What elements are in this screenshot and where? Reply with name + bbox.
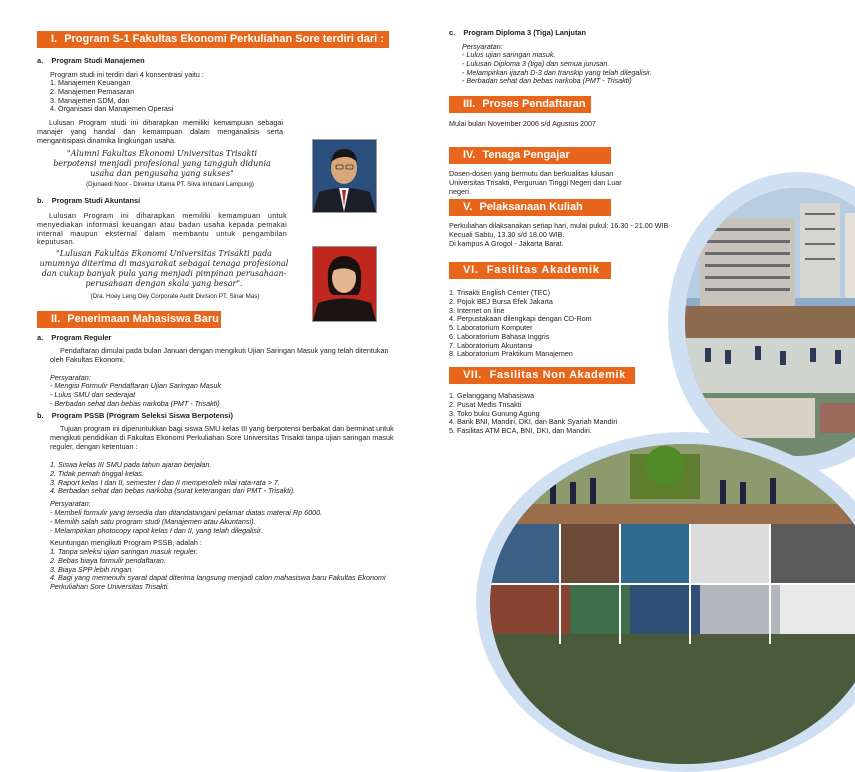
portrait-man-image bbox=[313, 140, 376, 212]
list-item: 5. Laboratorium Komputer bbox=[449, 323, 533, 333]
list-item: 6. Laboratorium Bahasa Inggris bbox=[449, 331, 550, 341]
diploma-requirements-title: Persyaratan: bbox=[462, 42, 503, 51]
portrait-photo-woman bbox=[312, 246, 377, 322]
manajemen-paragraph: Lulusan Program studi ini diharapkan memiliki kemampuan sebagai manajer yang handal dan kemampuan dalam menganalisis serta mengantisipasi dinamika lingkungan usaha. bbox=[37, 118, 283, 145]
testimonial-quote-1: "Alumni Fakultas Ekonomi Universitas Trisakti berpotensi menjadi profesional yang tangguh didunia usaha dan pengusaha yang sukses" bbox=[53, 149, 271, 178]
list-item: 2. Bebas biaya formulir pendaftaran. bbox=[50, 555, 166, 565]
non-academic-facilities-list bbox=[449, 392, 617, 436]
list-item: 4. Bank BNI, Mandiri, DKI, dan Bank Syariah Mandiri bbox=[449, 417, 618, 427]
section-6-header: VI. Fasilitas Akademik bbox=[449, 262, 611, 279]
campus-collage-image bbox=[490, 444, 855, 764]
subsection-a-title: a. Program Studi Manajemen bbox=[37, 56, 145, 65]
list-item: Di kampus A Grogol - Jakarta Barat. bbox=[449, 238, 564, 248]
list-item: 4. Organisasi dan Manajemen Operasi bbox=[50, 104, 174, 114]
list-item: 2. Pusat Medis Trisakti bbox=[449, 399, 522, 409]
section-1-header: I. Program S-1 Fakultas Ekonomi Perkuliahan Sore terdiri dari : bbox=[37, 31, 389, 48]
section-3-header: III. Proses Pendaftaran bbox=[449, 96, 591, 113]
section-4-header: IV. Tenaga Pengajar bbox=[449, 147, 611, 164]
pssb-requirements-list bbox=[50, 509, 322, 535]
list-item: 1. Tanpa seleksi ujian saringan masuk reguler. bbox=[50, 547, 198, 556]
konsentrasi-list bbox=[50, 79, 173, 114]
reguler-paragraph: Pendaftaran dimulai pada bulan Januari dengan mengikuti Ujian Saringan Masuk yang telah ditentukan oleh Fakultas Ekonomi. bbox=[50, 346, 389, 364]
list-item: - Lulus ujian saringan masuk. bbox=[462, 50, 556, 59]
lecturers-text: Dosen-dosen yang bermutu dan berkualitas lulusan Universitas Trisakti, Perguruan Tinggi Negeri dan Luar negeri. bbox=[449, 169, 622, 196]
campus-activities-collage bbox=[490, 444, 855, 764]
list-item: 3. Biaya SPP lebih ringan. bbox=[50, 564, 134, 574]
list-item: 3. Toko buku Gunung Agung bbox=[449, 408, 540, 418]
list-item: 4. Perpustakaan dilengkapi dengan CD-Rom bbox=[449, 314, 592, 324]
list-item: - Lulusan Diploma 3 (tiga) dan semua jurusan. bbox=[462, 58, 610, 68]
list-item: 1. Manajemen Keuangan bbox=[50, 78, 131, 87]
program-pssb-title: b. Program PSSB (Program Seleksi Siswa Berpotensi) bbox=[37, 411, 233, 420]
diploma-requirements-list bbox=[462, 51, 652, 86]
pssb-benefits-title: Keuntungan mengikuti Program PSSB, adalah : bbox=[50, 538, 202, 547]
list-item: 8. Laboratorium Praktikum Manajemen bbox=[449, 349, 573, 359]
list-item: 2. Pojok BEJ Bursa Efek Jakarta bbox=[449, 296, 553, 306]
list-item: - Melampirkan photocopy rapot kelas I dan II, yang telah dilegalisir. bbox=[50, 525, 263, 535]
akuntansi-paragraph: Lulusan Program ini diharapkan memiliki kemampuan untuk menyediakan informasi keuangan atau badan usaha kepada pemakai internal maupun eksternal dalam membantu untuk pengambilan keputusan. bbox=[37, 211, 287, 247]
list-item: 1. Gelanggang Mahasiswa bbox=[449, 391, 535, 400]
testimonial-citation-1: (Djunaedi Noor - Direktur Utama PT. Silva Inhutani Lampung) bbox=[86, 181, 254, 188]
pssb-requirements-title: Persyaratan: bbox=[50, 499, 91, 508]
list-item: 2. Manajemen Pemasaran bbox=[50, 86, 135, 96]
list-item: 3. Manajemen SDM, dan bbox=[50, 95, 130, 105]
pssb-benefits-list bbox=[50, 548, 395, 592]
list-item: - Memilih salah satu program studi (Manajemen atau Akuntansi). bbox=[50, 516, 256, 526]
testimonial-citation-2: (Dra. Hoey Leng Oey Corporate Audit Division PT. Sinar Mas) bbox=[90, 293, 260, 300]
section-7-header: VII. Fasilitas Non Akademik bbox=[449, 367, 635, 384]
schedule-lines bbox=[449, 222, 668, 248]
list-item: 3. Raport kelas I dan II, semester I dan II memperoleh nilai rata-rata > 7. bbox=[50, 477, 280, 487]
section-5-header: V. Pelaksanaan Kuliah bbox=[449, 199, 611, 216]
list-item: - Berbadan sehat dan bebas narkoba (PMT - Trisakti) bbox=[462, 76, 632, 86]
list-item: Perkuliahan dilaksanakan setiap hari, mulai pukul: 16.30 - 21.00 WIB bbox=[449, 221, 669, 230]
portrait-woman-image bbox=[313, 247, 376, 321]
list-item: 7. Laboratorium Akuntansi bbox=[449, 340, 533, 350]
list-item: 2. Tidak pernah tinggal kelas. bbox=[50, 468, 144, 478]
program-reguler-title: a. Program Reguler bbox=[37, 333, 112, 342]
registration-period: Mulai bulan November 2006 s/d Agustus 2007 bbox=[449, 119, 597, 128]
reguler-requirements-list bbox=[50, 382, 221, 408]
list-item: - Mengisi Formulir Pendaftaran Ujian Saringan Masuk bbox=[50, 381, 221, 390]
list-item: 4. Berbadan sehat dan bebas narkoba (surat keterangan dari PMT - Trisakti). bbox=[50, 486, 296, 496]
list-item: 5. Fasilitas ATM BCA, BNI, DKI, dan Mandiri. bbox=[449, 426, 592, 436]
pssb-paragraph: Tujuan program ini diperuntukkan bagi siswa SMU kelas III yang berpotensi berbakat dan berminat untuk mengikuti pendidikan di Fakultas Ekonomi Perkuliahan Sore Universitas Trisakti tanpa ujian saringan masuk reguler, dengan ketentuan : bbox=[50, 424, 394, 451]
program-intro: Program studi ini terdiri dari 4 konsentrasi yaitu : bbox=[50, 70, 204, 79]
pssb-criteria-list bbox=[50, 461, 295, 496]
list-item: 4. Bagi yang memenuhi syarat dapat diterima langsung menjadi calon mahasiswa baru Fakultas Ekonomi Perkuliahan Sore Universitas Trisakti. bbox=[50, 573, 386, 592]
testimonial-quote-2: "Lulusan Fakultas Ekonomi Universitas Trisakti pada umumnya diterima di masyarakat sebagai tenaga profesional dan cukup banyak pula yang menjadi pimpinan perusahaan-perusahaan dengan skala yang besar". bbox=[39, 249, 289, 288]
list-item: - Lulus SMU dan sederajat bbox=[50, 389, 136, 399]
list-item: Kecuali Sabtu, 13.30 s/d 18.00 WIB. bbox=[449, 229, 565, 239]
academic-facilities-list bbox=[449, 289, 592, 359]
list-item: 1. Trisakti English Center (TEC) bbox=[449, 288, 551, 297]
section-2-header: II. Penerimaan Mahasiswa Baru bbox=[37, 311, 221, 328]
list-item: - Membeli formulir yang tersedia dan ditandatangani pelamar diatas materai Rp 6000. bbox=[50, 508, 323, 517]
portrait-photo-man bbox=[312, 139, 377, 213]
subsection-b-title: b. Program Studi Akuntansi bbox=[37, 196, 141, 205]
list-item: 3. Internet on line bbox=[449, 305, 505, 315]
program-diploma-title: c. Program Diploma 3 (Tiga) Lanjutan bbox=[449, 28, 587, 37]
list-item: 1. Siswa kelas III SMU pada tahun ajaran berjalan. bbox=[50, 460, 212, 469]
list-item: - Berbadan sehat dan bebas narkoba (PMT - Trisakti) bbox=[50, 398, 220, 408]
list-item: - Melampirkan ijazah D-3 dan transkip yang telah dilegalisir. bbox=[462, 67, 652, 77]
reguler-requirements-title: Persyaratan: bbox=[50, 373, 91, 382]
